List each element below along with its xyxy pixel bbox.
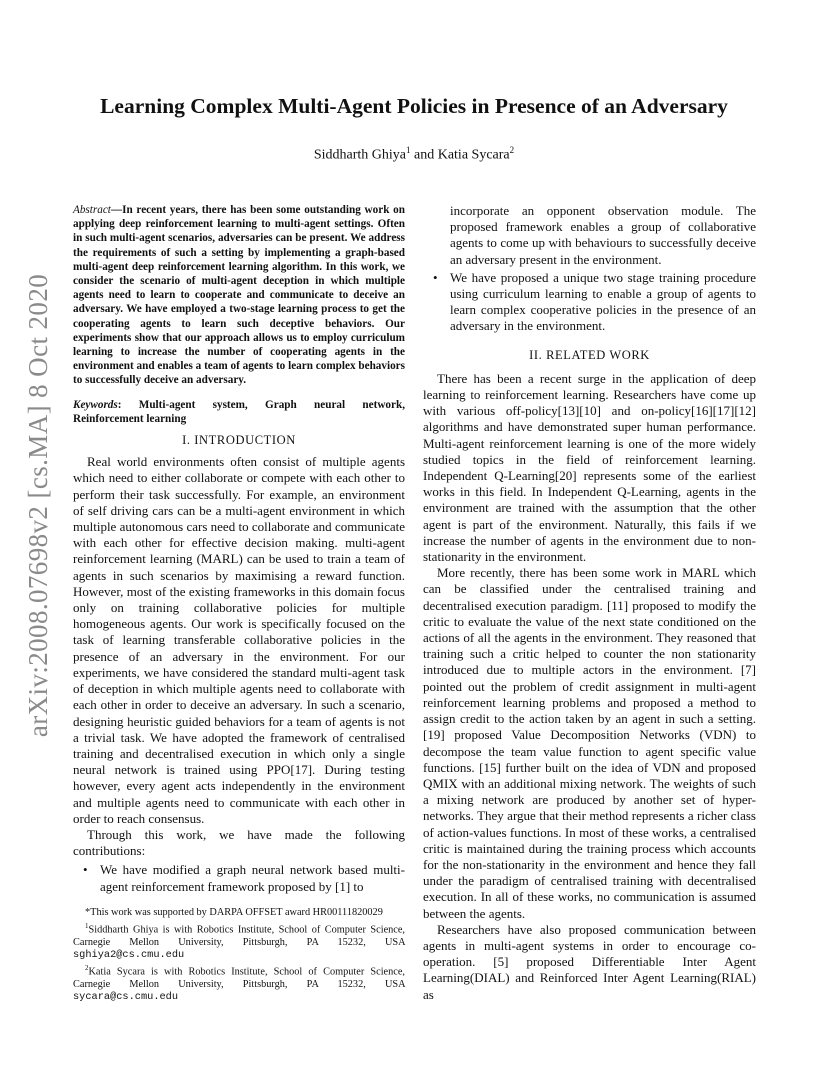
contribution-item-2 <box>433 269 756 335</box>
related-paragraph-2: More recently, there has been some work in MARL which can be classified under the centralised training and decentralised execution paradigm. [11] proposed to modify the critic to evaluate the value of the next state conditioned on the actions of all the agents in the environment. They reasoned that training such a critic helped to counter the non stationarity introduced due to multiple actors in the environment. [7] pointed out the problem of credit assignment in multi-agent reinforcement learning problems and proposed a method to assign credit to the action taken by an agent in such a setting. [19] proposed Value Decomposition Networks (VDN) to decompose the team value function to agent specific value functions. [15] further built on the idea of VDN and proposed QMIX with an additional mixing network. The weights of such a mixing network are produced by another set of hyper-networks. They argue that their method represents a richer class of action-values functions. In most of these works, a centralised critic is maintained during the training process which accounts for the non-stationarity in the environment and hence they fall under the paradigm of centralised training with decentralised execution. In all of these works, no communication is assumed between the agents. <box>423 565 756 921</box>
contribution-list-continued <box>423 270 756 335</box>
section-heading-introduction: I. INTRODUCTION <box>182 433 296 448</box>
footnote-1-email: sghiya2@cs.cmu.edu <box>73 949 185 962</box>
keywords-label: Keywords <box>73 398 118 411</box>
author-2-mark: 2 <box>509 145 515 155</box>
author-2-name: Katia Sycara <box>437 147 510 163</box>
arxiv-stamp-text: arXiv:2008.07698v2 [cs.MA] 8 Oct 2020 <box>23 273 54 737</box>
contribution-item-1-text: We have modified a graph neural network based multi-agent reinforcement framework proposed by [1] to <box>100 862 405 894</box>
section-heading-related-work: II. RELATED WORK <box>529 347 650 362</box>
contribution-item-1 <box>83 862 405 894</box>
author-line <box>0 145 828 164</box>
footnote-2-mark: 2 <box>85 963 89 972</box>
footnotes <box>73 907 405 1004</box>
footnote-2 <box>73 962 405 1004</box>
author-1-name: Siddharth Ghiya <box>313 147 406 163</box>
keywords-text: : Multi-agent system, Graph neural network, Reinforcement learning <box>73 398 405 425</box>
author-conjunction: and <box>414 147 435 163</box>
intro-paragraph-1: Real world environments often consist of multiple agents which need to either collaborate or compete with each other to perform their task successfully. For example, an environment of self driving cars can be a multi-agent environment in which multiple autonomous cars need to collaborate and communicate with each other for effective decision making. multi-agent reinforcement learning (MARL) can be used to train a team of agents in such scenarios by maximising a reward function. However, most of the existing frameworks in this domain focus only on training collaborative policies for multiple homogeneous agents. Our work is specifically focused on the task of learning transferable collaborative policies in the presence of an adversary in the environment. For our experiments, we have considered the standard multi-agent task of deception in which multiple agents need to collaborate with each other in order to deceive an adversary. In such a scenario, designing heuristic guided behaviors for a team of agents is not a trivial task. We have adopted the framework of centralised training and decentralised execution in which only a single neural network is trained using PPO[17]. During testing however, every agent acts independently in the environment and multiple agents need to communicate with each other in order to reach consensus. <box>73 454 405 826</box>
abstract-dash: — <box>110 204 123 216</box>
related-paragraph-1: There has been a recent surge in the application of deep learning to reinforcement learning. Researchers have come up with various off-policy[13][10] and on-policy[16][17][12] algorithms and have demonstrated super human performance. Multi-agent reinforcement learning is one of the more widely studied topics in the field of reinforcement learning. Independent Q-Learning[20] represents some of the earliest works in this field. In Independent Q-Learning, agents in the environment are trained with the assumption that the other agent is part of the environment. Naturally, this fails if we increase the number of agents in the environment due to non-stationarity in the environment. <box>423 370 756 565</box>
footnote-1 <box>73 920 405 962</box>
footnote-2-email: sycara@cs.cmu.edu <box>73 991 179 1004</box>
footnote-2-text: Katia Sycara is with Robotics Institute, School of Computer Science, Carnegie Mellon University, Pittsburgh, PA 15232, USA <box>73 966 405 990</box>
bullet-glyph: • <box>433 269 438 285</box>
author-1-mark: 1 <box>406 145 411 155</box>
abstract-text: In recent years, there has been some outstanding work on applying deep reinforcement learning to multi-agent settings. Often in such multi-agent scenarios, adversaries can be present. We address the requirements of such a setting by implementing a graph-based multi-agent deep reinforcement learning algorithm. In this work, we consider the scenario of multi-agent deception in which multiple agents need to learn to cooperate and communicate to deceive an adversary. We have employed a two-stage learning process to get the cooperating agents to learn such deceptive behaviors. Our experiments show that our approach allows us to employ curriculum learning to increase the number of cooperating agents in the environment and enables a team of agents to learn complex behaviors to successfully deceive an adversary. <box>73 204 405 387</box>
footnote-1-mark: 1 <box>85 921 89 930</box>
keywords <box>73 398 405 426</box>
bullet-glyph: • <box>83 862 88 878</box>
paper-title: Learning Complex Multi-Agent Policies in Presence of an Adversary <box>100 94 728 118</box>
left-column <box>73 203 405 895</box>
contribution-item-1-continuation: incorporate an opponent observation module. The proposed framework enables a group of collaborative agents to come up with behaviours to successfully deceive an adversary present in the environment. <box>450 203 756 267</box>
contribution-item-2-text: We have proposed a unique two stage training procedure using curriculum learning to enable a group of agents to learn complex cooperative policies in the presence of an adversary in the environment. <box>450 269 756 334</box>
intro-paragraph-2: Through this work, we have made the following contributions: <box>73 826 405 859</box>
abstract <box>73 203 405 388</box>
abstract-label: Abstract <box>73 204 111 216</box>
contribution-list <box>73 862 405 894</box>
arxiv-stamp <box>22 273 56 737</box>
related-paragraph-3: Researchers have also proposed communication between agents in multi-agent systems in order to encourage co-operation. [5] proposed Differentiable Inter Agent Learning(DIAL) and Reinforced Inter Agent Learning(RIAL) as <box>423 921 756 1002</box>
footnote-1-text: Siddharth Ghiya is with Robotics Institute, School of Computer Science, Carnegie Mellon University, Pittsburgh, PA 15232, USA <box>73 924 405 948</box>
right-column <box>423 203 756 1003</box>
footnote-funding: *This work was supported by DARPA OFFSET award HR00111820029 <box>85 907 383 918</box>
